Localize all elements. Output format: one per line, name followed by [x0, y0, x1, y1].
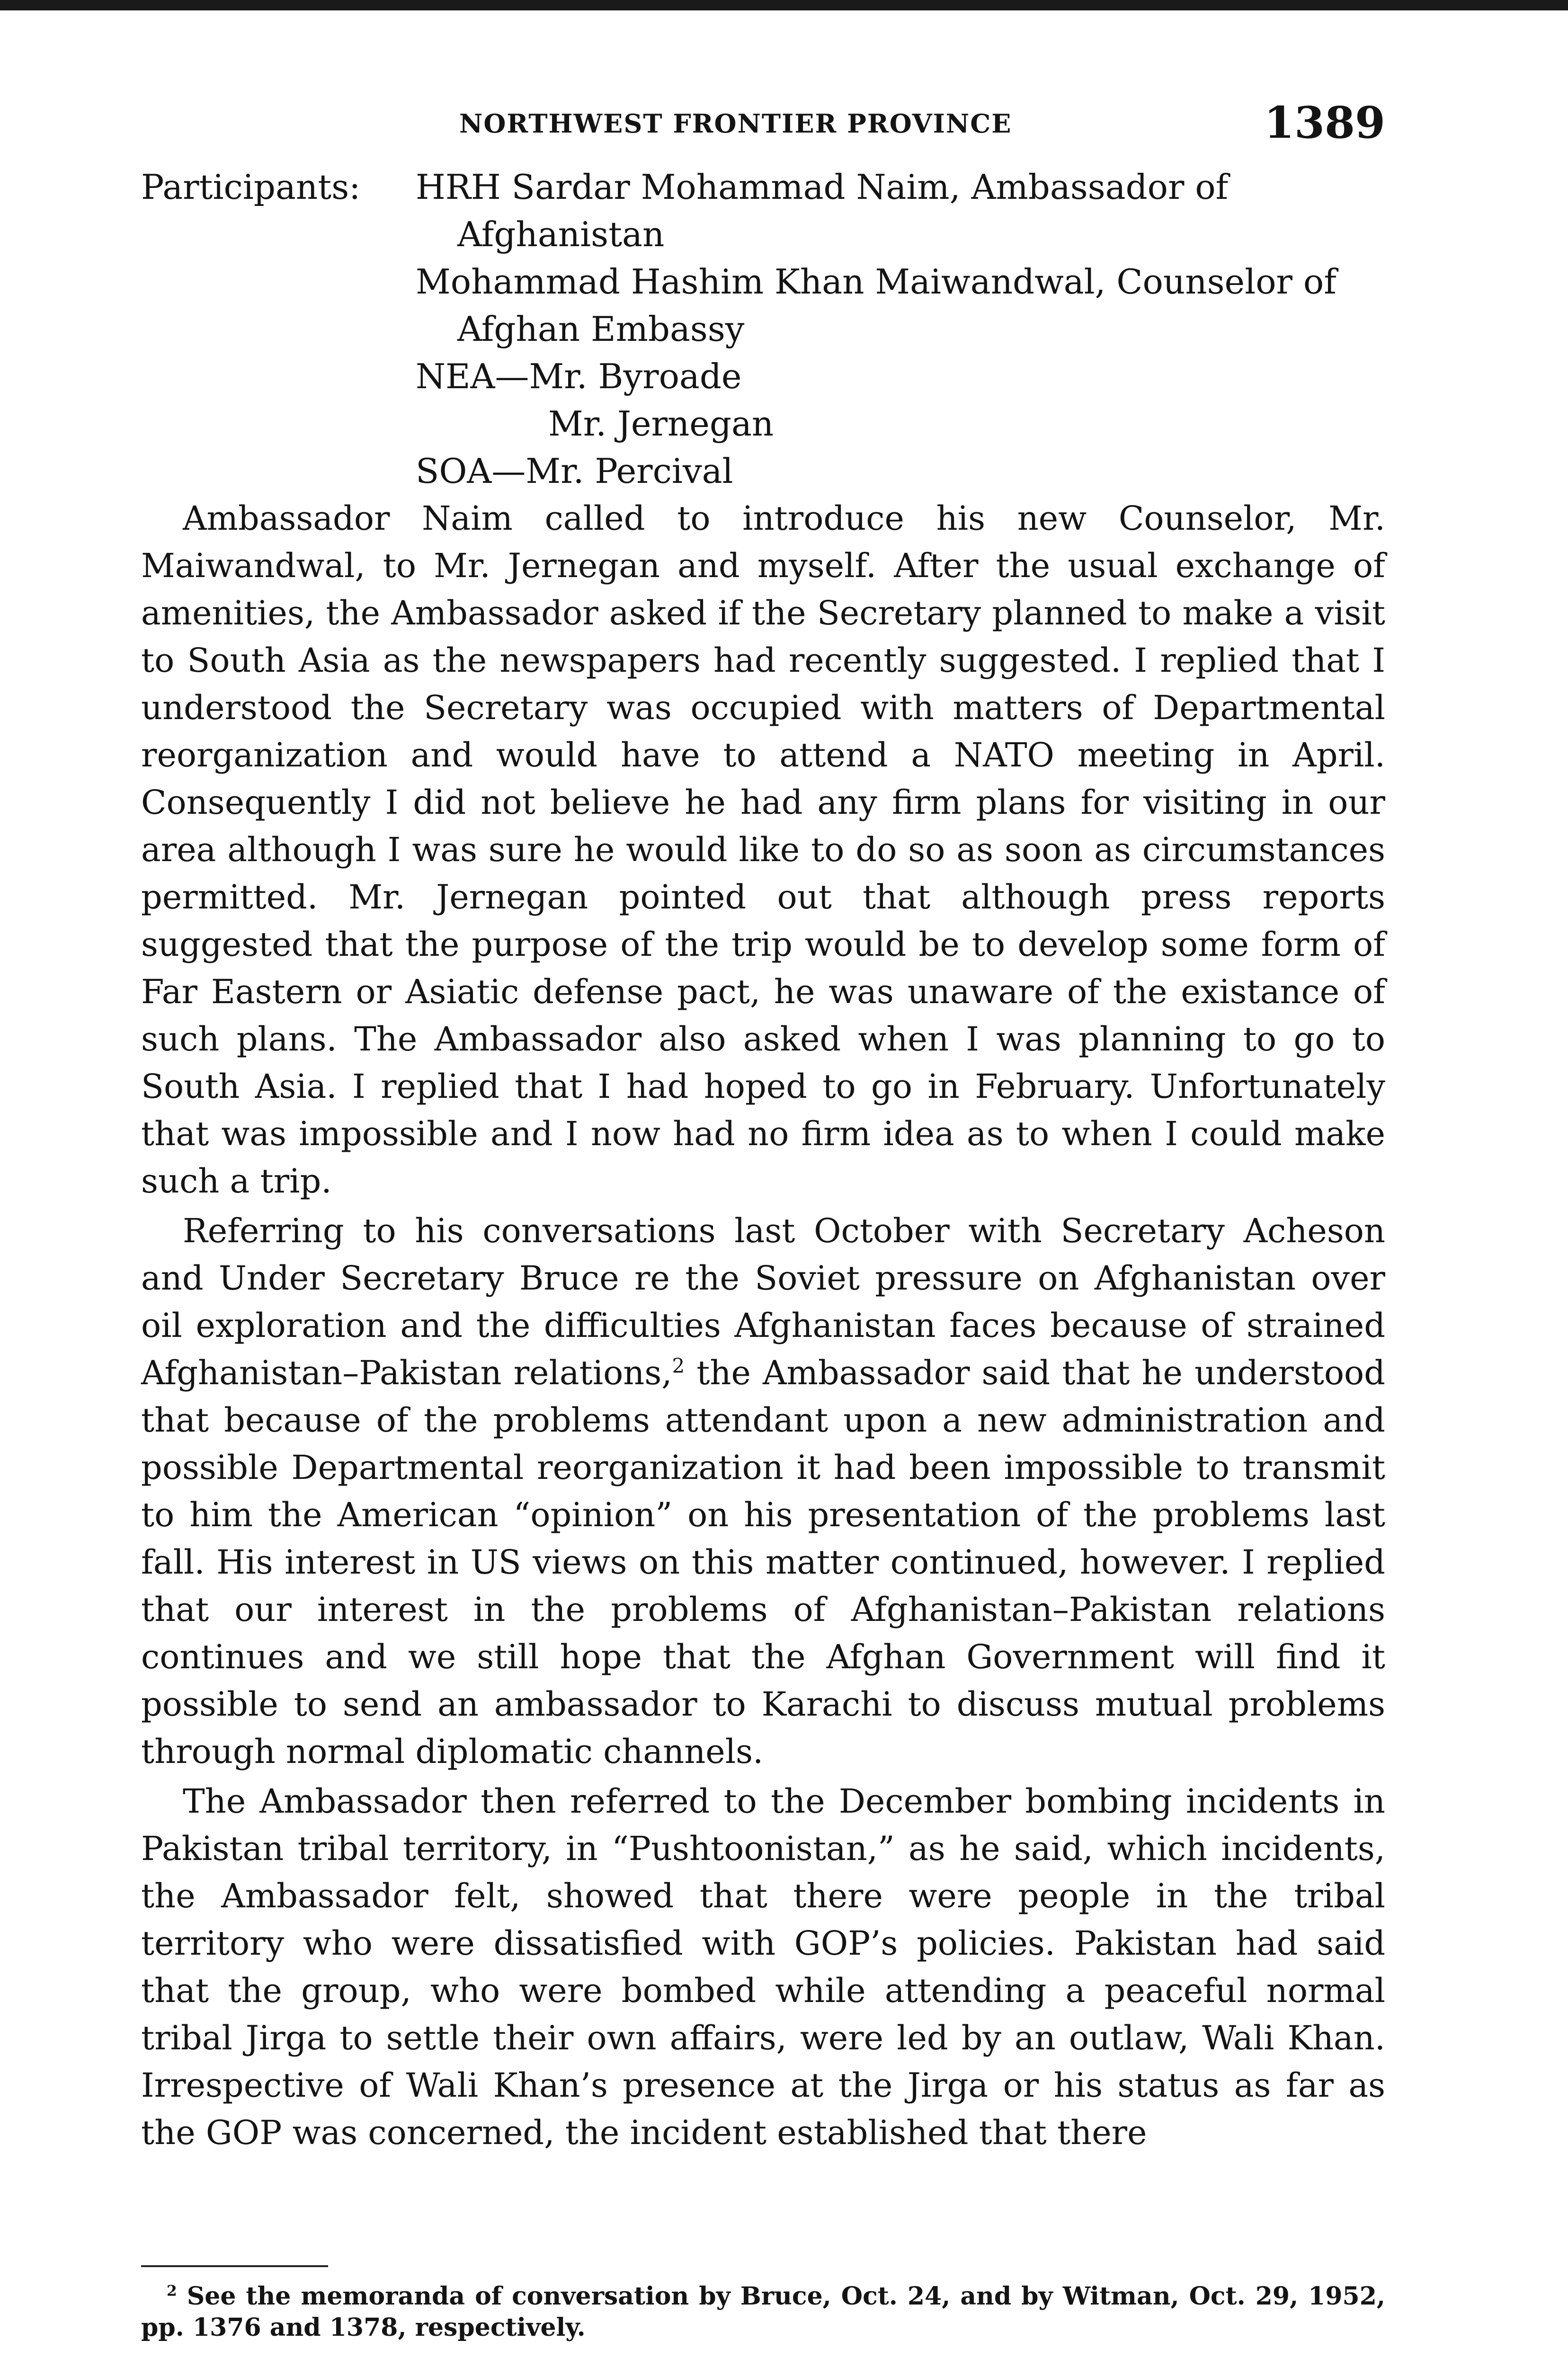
participant-name: NEA—Mr. Byroade [416, 356, 742, 396]
paragraph-text: The Ambassador then referred to the December bombing incidents in Pakistan tribal territory, in “Pushtoonistan,” as he said, which incidents, the Ambassador felt, showed that there were people in the tribal territory who were dissatisfied with GOP’s policies. Pakistan had said that the group, who were bombed while attending a peaceful normal tribal Jirga to settle their own affairs, were led by an outlaw, Wali Khan. Irrespective of Wali Khan’s presence at the Jirga or his status as far as the GOP was concerned, the incident established that there [141, 1782, 1385, 2152]
running-head [141, 97, 1385, 163]
top-border-rule [0, 0, 1568, 10]
participant-entry [416, 353, 1385, 400]
participant-entry [416, 163, 1385, 258]
footnote-text: See the memoranda of conversation by Bruce, Oct. 24, and by Witman, Oct. 29, 1952, pp. 1376 and 1378, respectively. [141, 2282, 1385, 2342]
page-number: 1389 [1264, 97, 1385, 148]
body-paragraph [141, 1207, 1385, 1775]
participant-name: Mr. Jernegan [548, 404, 774, 444]
footnote [141, 2281, 1385, 2343]
body-paragraph [141, 495, 1385, 1205]
participant-list [416, 163, 1385, 495]
participant-entry [416, 258, 1385, 353]
participant-continuation: Afghan Embassy [457, 309, 745, 349]
running-title: NORTHWEST FRONTIER PROVINCE [459, 108, 1012, 139]
footnote-marker: 2 [167, 2282, 177, 2300]
footnote-reference: 2 [672, 1354, 685, 1378]
participant-entry [548, 400, 1385, 447]
participant-name: HRH Sardar Mohammad Naim, Ambassador of [416, 167, 1229, 207]
memorandum-body [141, 495, 1385, 2156]
participants-block [141, 163, 1385, 495]
participant-entry [416, 447, 1385, 495]
document-page [141, 97, 1385, 2159]
participant-continuation: Afghanistan [457, 214, 665, 254]
body-paragraph [141, 1778, 1385, 2156]
participant-name: Mohammad Hashim Khan Maiwandwal, Counselor of [416, 262, 1336, 302]
participants-label: Participants: [141, 167, 361, 207]
footnote-line [141, 2281, 1385, 2343]
paragraph-text: Ambassador Naim called to introduce his new Counselor, Mr. Maiwandwal, to Mr. Jernegan and myself. After the usual exchange of amenities, the Ambassador asked if the Secretary planned to make a visit to South Asia as the newspapers had recently suggested. I replied that I understood the Secretary was occupied with matters of Departmental reorganization and would have to attend a NATO meeting in April. Consequently I did not believe he had any firm plans for visiting in our area although I was sure he would like to do so as soon as circumstances permitted. Mr. Jernegan pointed out that although press reports suggested that the purpose of the trip would be to develop some form of Far Eastern or Asiatic defense pact, he was unaware of the existance of such plans. The Ambassador also asked when I was planning to go to South Asia. I replied that I had hoped to go in February. Unfortunately that was impossible and I now had no firm idea as to when I could make such a trip. [141, 499, 1385, 1201]
paragraph-text: the Ambassador said that he understood that because of the problems attendant upon a new administration and possible Departmental reorganization it had been impossible to transmit to him the American “opinion” on his presentation of the problems last fall. His interest in US views on this matter continued, however. I replied that our interest in the problems of Afghanistan–Pakistan relations continues and we still hope that the Afghan Government will find it possible to send an ambassador to Karachi to discuss mutual problems through normal diplomatic channels. [141, 1353, 1385, 1771]
footnote-divider [141, 2265, 328, 2267]
paragraph-text: Referring to his conversations last October with Secretary Acheson and Under Secretary Bruce re the Soviet pressure on Afghanistan over oil exploration and the difficulties Afghanistan faces because of strained Afghanistan–Pakistan relations, [141, 1211, 1385, 1392]
participant-name: SOA—Mr. Percival [416, 451, 733, 491]
